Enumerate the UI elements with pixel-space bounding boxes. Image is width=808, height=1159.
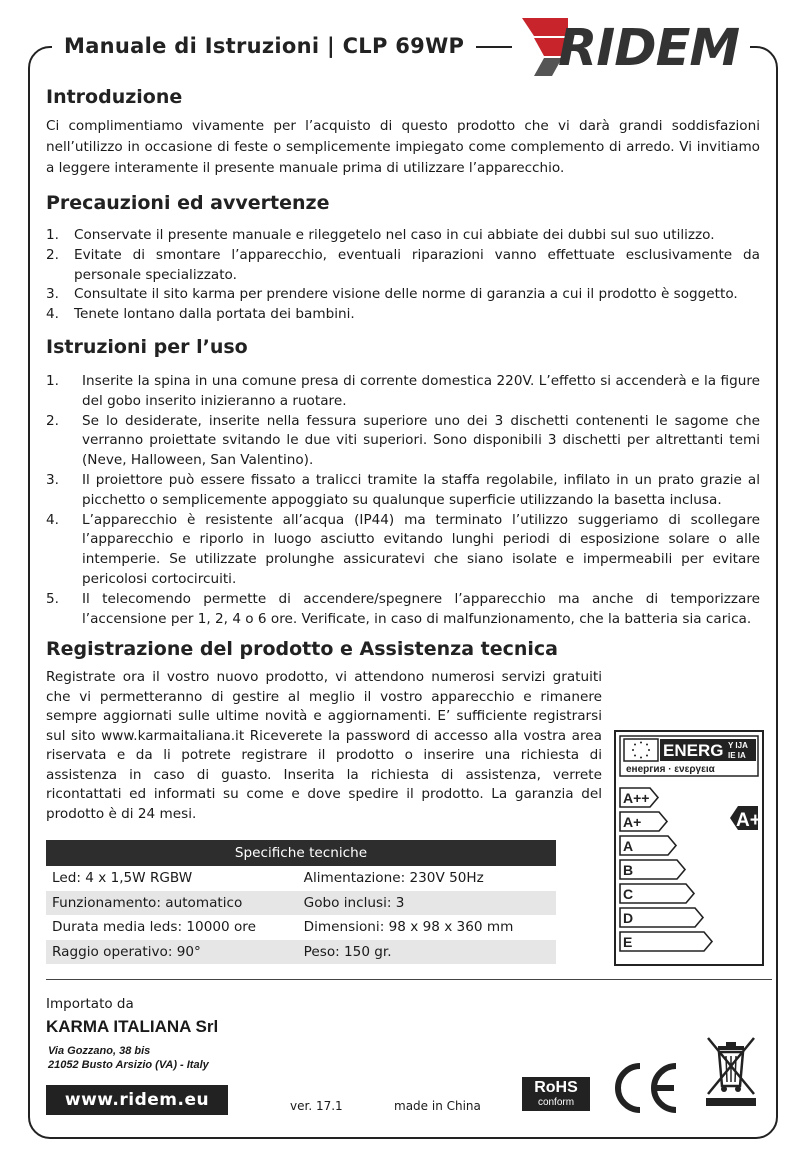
manual-title: Manuale di Istruzioni | CLP 69WP xyxy=(52,34,476,58)
usage-heading: Istruzioni per l’uso xyxy=(46,336,248,358)
list-item: 3. Consultate il sito karma per prendere visione delle norme di garanzia a cui il prodotto è soggetto. xyxy=(46,286,738,303)
energy-class-label: C xyxy=(623,886,634,902)
specs-title: Specifiche tecniche xyxy=(46,840,556,866)
precautions-list xyxy=(46,226,760,325)
precautions-heading: Precauzioni ed avvertenze xyxy=(46,192,330,214)
energy-label xyxy=(614,730,764,966)
specs-table xyxy=(46,840,556,964)
list-item: 4. Tenete lontano dalla portata dei bambini. xyxy=(46,306,355,323)
intro-text: Ci complimentiamo vivamente per l’acquisto di questo prodotto che vi darà grandi soddisfazioni nell’utilizzo in occasione di feste o semplicemente impiegato come complemento di arredo. Vi invitiamo a leggere interamente il presente manuale prima di utilizzare l’apparecchio. xyxy=(46,118,760,176)
ce-mark-icon xyxy=(612,1060,680,1116)
rohs-badge: RoHS conform xyxy=(522,1077,590,1111)
version-label: ver. 17.1 xyxy=(290,1099,343,1113)
ridem-logo xyxy=(512,14,750,80)
energy-class-label: A+ xyxy=(623,814,642,830)
company-address: Via Gozzano, 38 bis 21052 Busto Arsizio (VA) - Italy xyxy=(48,1045,209,1071)
energy-class-label: A xyxy=(623,838,634,854)
energy-title: ENERG xyxy=(663,741,724,760)
footer-divider xyxy=(46,979,772,980)
table-row: Funzionamento: automatico Gobo inclusi: 3 xyxy=(46,891,556,916)
registration-heading: Registrazione del prodotto e Assistenza tecnica xyxy=(46,638,558,660)
table-row: Led: 4 x 1,5W RGBW Alimentazione: 230V 50Hz xyxy=(52,870,484,887)
usage-list xyxy=(46,372,760,629)
energy-class-label: B xyxy=(623,862,634,878)
website-link[interactable]: www.ridem.eu xyxy=(46,1085,228,1115)
list-item: 1. Conservate il presente manuale e rileggetelo nel caso in cui abbiate dei dubbi sul suo utilizzo. xyxy=(46,227,715,243)
list-item: 2. Se lo desiderate, inserite nella fessura superiore uno dei 3 dischetti contenenti le sagome che verranno proiettate svitando le due viti superiori. Sono disponibili 3 dischetti per altrettanti temi (Neve, Halloween, San Valentino). xyxy=(46,412,760,469)
registration-text: Registrate ora il vostro nuovo prodotto, vi attendono numerosi servizi gratuiti che vi permetteranno di gestire al meglio il vostro apparecchio e rimanere sempre aggiornati sulle ultime novità e aggiornamenti. E’ sufficiente registrarsi sul sito www.karmaitaliana.it Riceverete la password di accesso alla vostra area riservata e da li potrete registrare il prodotto o inserire una richiesta di assistenza in caso di guasto. Inserita la richiesta di assistenza, verrete ricontattati ed informati su come e dove spedire il prodotto. La garanzia del prodotto è di 24 mesi. xyxy=(46,669,602,822)
list-item: 5. Il telecomendo permette di accendere/spegnere l’apparecchio ma anche di temporizzare l’accensione per 1, 2, 4 o 6 ore. Verificate, in caso di malfunzionamento, che la batteria sia carica. xyxy=(46,590,760,627)
list-item: 2. Evitate di smontare l’apparecchio, eventuali riparazioni vanno effettuate esclusivamente da personale specializzato. xyxy=(46,246,760,283)
intro-heading: Introduzione xyxy=(46,86,183,108)
energy-class-label: E xyxy=(623,934,633,950)
energy-subtitle: енергия · ενεργεια xyxy=(626,764,715,775)
list-item: 3. Il proiettore può essere fissato a tralicci tramite la staffa regolabile, infilato in un prato grazie al picchetto o semplicemente appoggiato su qualunque superficie utilizzando la basetta inclusa. xyxy=(46,471,760,508)
table-row: Durata media leds: 10000 ore Dimensioni: 98 x 98 x 360 mm xyxy=(52,919,514,936)
energy-rating: A+ xyxy=(736,810,761,831)
weee-bin-icon xyxy=(704,1034,758,1108)
energy-class-arrow xyxy=(620,932,712,951)
company-name: KARMA ITALIANA Srl xyxy=(46,1017,219,1036)
made-in-label: made in China xyxy=(394,1099,481,1113)
list-item: 1. Inserite la spina in una comune presa di corrente domestica 220V. L’effetto si accenderà e la figure del gobo inserito inizieranno a ruotare. xyxy=(46,373,760,409)
energy-class-label: A++ xyxy=(623,790,650,806)
brand-name: RIDEM xyxy=(558,19,740,78)
list-item: 4. L’apparecchio è resistente all’acqua (IP44) ma terminato l’utilizzo suggeriamo di scollegare l’apparecchio e riporlo in luogo asciutto evitando lunghi periodi di esposizione solare o alle intemperie. Se utilizzate prolunghe assicuratevi che siano isolate e impermeabili per evitare pericolosi cortocircuiti. xyxy=(46,511,760,587)
table-row: Raggio operativo: 90° Peso: 150 gr. xyxy=(46,940,556,965)
svg-text:IE IA: IE IA xyxy=(728,751,746,760)
energy-class-label: D xyxy=(623,910,634,926)
svg-text:Y IJA: Y IJA xyxy=(728,741,748,750)
imported-label: Importato da xyxy=(46,996,134,1012)
